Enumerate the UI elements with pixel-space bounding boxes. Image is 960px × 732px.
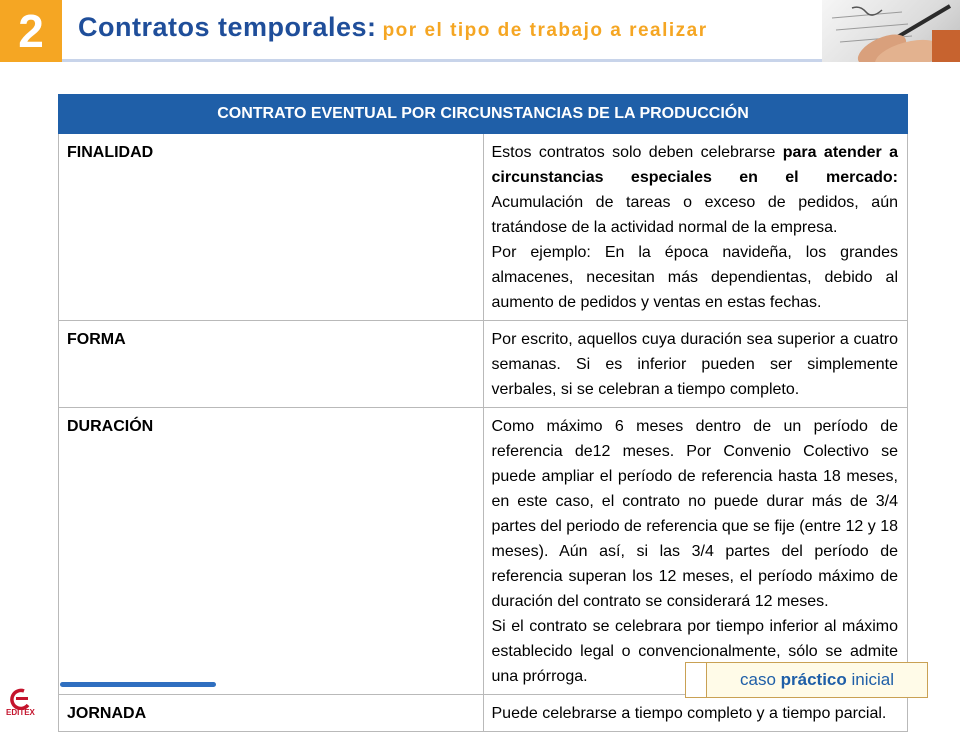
editex-logo-text: EDITEX xyxy=(6,708,35,717)
row-text-duracion: Como máximo 6 meses dentro de un período de referencia de12 meses. Por Convenio Colectivo se puede ampliar el período de referencia hasta 18 meses, en este caso, el contrato no puede durar más de 3/4 partes del periodo de referencia que se fije (entre 12 y 18 meses). Aún así, si las 3/4 partes del período de referencia superan los 12 meses, el período máximo de duración del contrato se considerará 12 meses. Si el contrato se celebrara por tiempo inferior al máximo establecido legal o convencionalmente, sólo se admite una prórroga. xyxy=(483,408,908,695)
table-row xyxy=(59,321,908,408)
row-label-finalidad: FINALIDAD xyxy=(59,134,484,321)
hand-writing-photo-icon xyxy=(822,0,960,62)
footer-bar xyxy=(60,682,216,687)
table-title: CONTRATO EVENTUAL POR CIRCUNSTANCIAS DE LA PRODUCCIÓN xyxy=(59,95,908,134)
page-title-main: Contratos temporales: xyxy=(78,12,377,42)
chapter-number-badge xyxy=(0,0,62,62)
table-row xyxy=(59,408,908,695)
table-row xyxy=(59,134,908,321)
caso-practico-button[interactable] xyxy=(685,662,928,698)
contract-info-table xyxy=(58,94,908,732)
row-label-jornada: JORNADA xyxy=(59,695,484,732)
row-label-forma: FORMA xyxy=(59,321,484,408)
table-row xyxy=(59,695,908,732)
header-divider xyxy=(62,59,822,62)
row-text-finalidad: Estos contratos solo deben celebrarse para atender a circunstancias especiales en el mercado: Acumulación de tareas o exceso de pedidos, aún tratándose de la actividad normal de la empresa. Por ejemplo: En la época navideña, los grandes almacenes, necesitan más dependientas, debido al aumento de pedidos y ventas en estas fechas. xyxy=(483,134,908,321)
caso-practico-square xyxy=(686,663,707,697)
row-text-jornada: Puede celebrarse a tiempo completo y a tiempo parcial. xyxy=(483,695,908,732)
page-title xyxy=(78,12,708,43)
caso-practico-label: caso práctico inicial xyxy=(739,670,895,689)
page-title-subtitle: por el tipo de trabajo a realizar xyxy=(382,20,708,41)
row-label-duracion: DURACIÓN xyxy=(59,408,484,695)
chapter-number: 2 xyxy=(18,5,44,57)
row-text-forma: Por escrito, aquellos cuya duración sea superior a cuatro semanas. Si es inferior pueden ser simplemente verbales, si se celebran a tiempo completo. xyxy=(483,321,908,408)
